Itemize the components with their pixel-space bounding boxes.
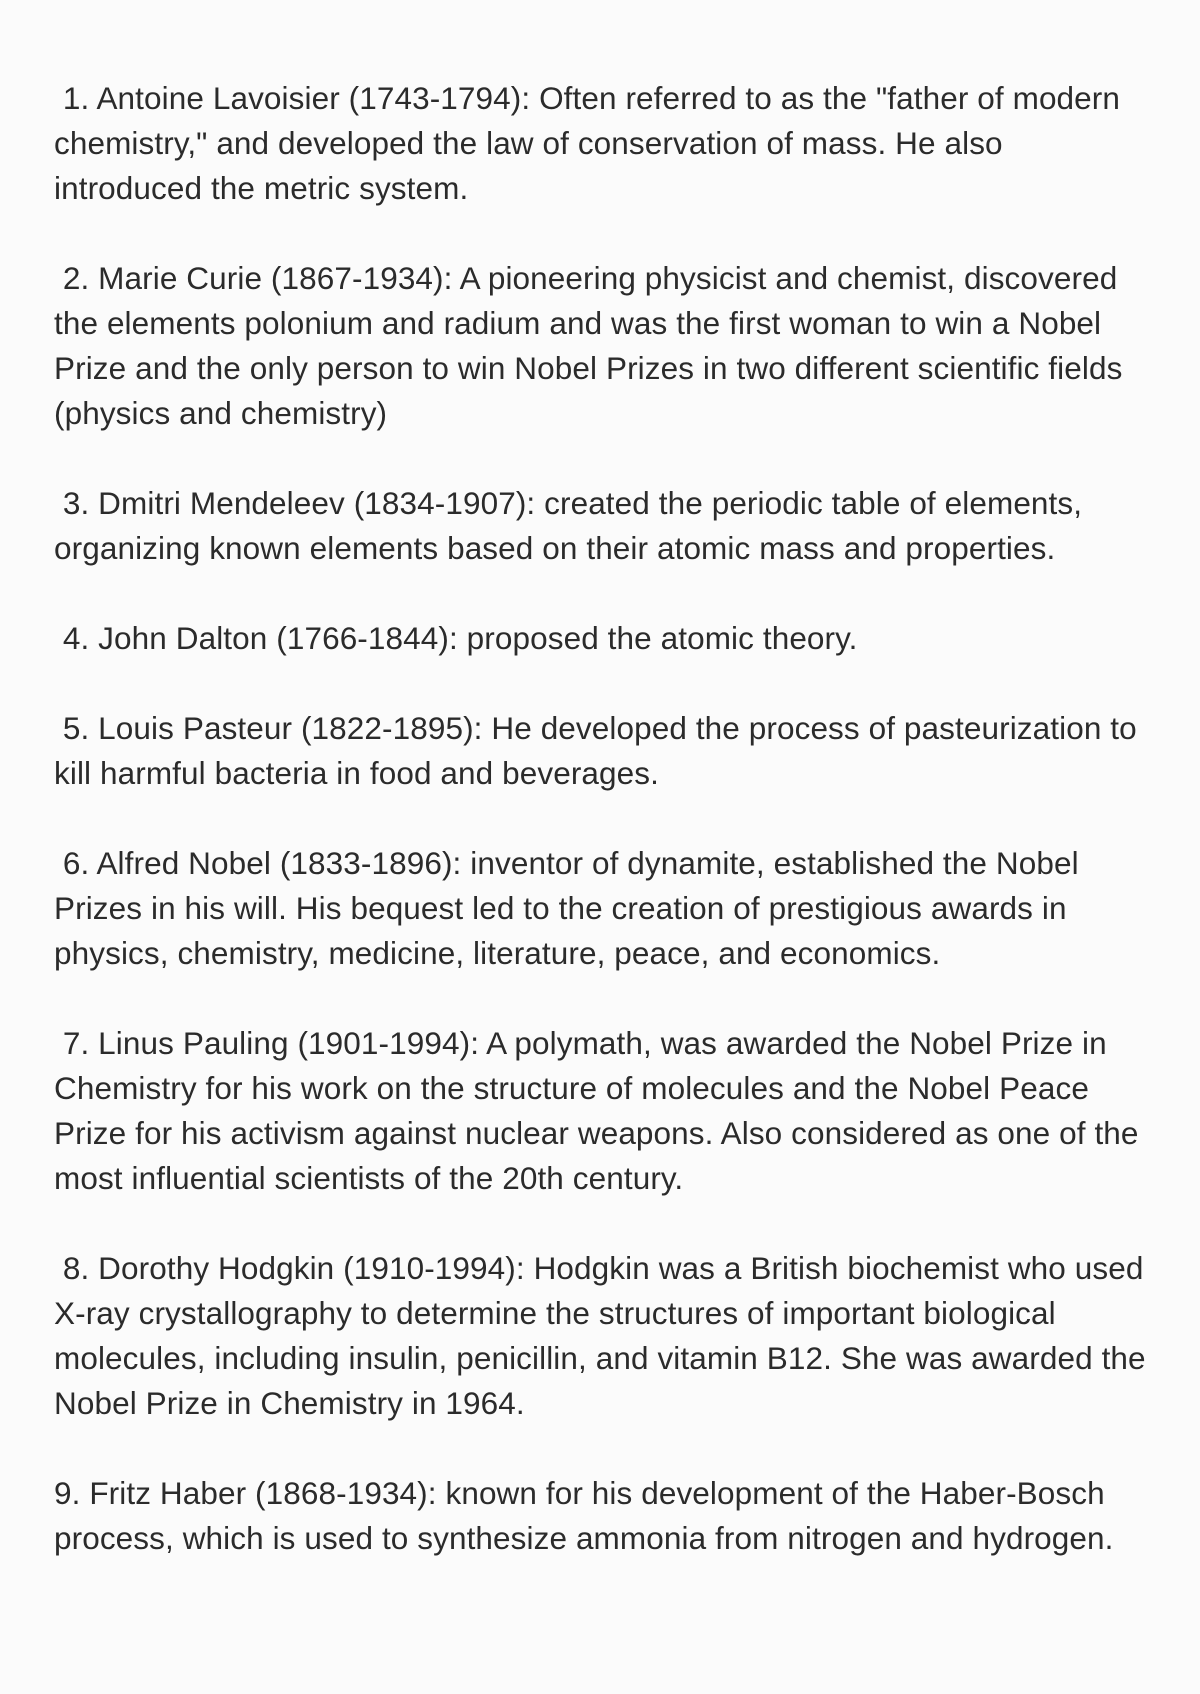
list-item-mendeleev: 3. Dmitri Mendeleev (1834-1907): created the periodic table of elements, organizing known elements based on their atomic mass and properties. bbox=[54, 485, 1091, 566]
document-body bbox=[54, 76, 1155, 1606]
list-item-nobel: 6. Alfred Nobel (1833-1896): inventor of dynamite, established the Nobel Prizes in his will. His bequest led to the creation of prestigious awards in physics, chemistry, medicine, literature, peace, and economics. bbox=[54, 845, 1088, 971]
list-item-lavoisier: 1. Antoine Lavoisier (1743-1794): Often referred to as the "father of modern chemistry," and developed the law of conservation of mass. He also introduced the metric system. bbox=[54, 80, 1129, 206]
list-item-dalton: 4. John Dalton (1766-1844): proposed the atomic theory. bbox=[54, 620, 858, 656]
list-item-curie: 2. Marie Curie (1867-1934): A pioneering physicist and chemist, discovered the elements polonium and radium and was the first woman to win a Nobel Prize and the only person to win Nobel Prizes in two different scientific fields (physics and chemistry) bbox=[54, 260, 1132, 431]
list-item-pauling: 7. Linus Pauling (1901-1994): A polymath, was awarded the Nobel Prize in Chemistry for his work on the structure of molecules and the Nobel Peace Prize for his activism against nuclear weapons. Also considered as one of the most influential scientists of the 20th century. bbox=[54, 1025, 1148, 1196]
list-item-hodgkin: 8. Dorothy Hodgkin (1910-1994): Hodgkin was a British biochemist who used X-ray crystallography to determine the structures of important biological molecules, including insulin, penicillin, and vitamin B12. She was awarded the Nobel Prize in Chemistry in 1964. bbox=[54, 1250, 1155, 1421]
list-item-haber: 9. Fritz Haber (1868-1934): known for his development of the Haber-Bosch process, which is used to synthesize ammonia from nitrogen and hydrogen. bbox=[54, 1475, 1114, 1556]
list-item-pasteur: 5. Louis Pasteur (1822-1895): He developed the process of pasteurization to kill harmful bacteria in food and beverages. bbox=[54, 710, 1146, 791]
